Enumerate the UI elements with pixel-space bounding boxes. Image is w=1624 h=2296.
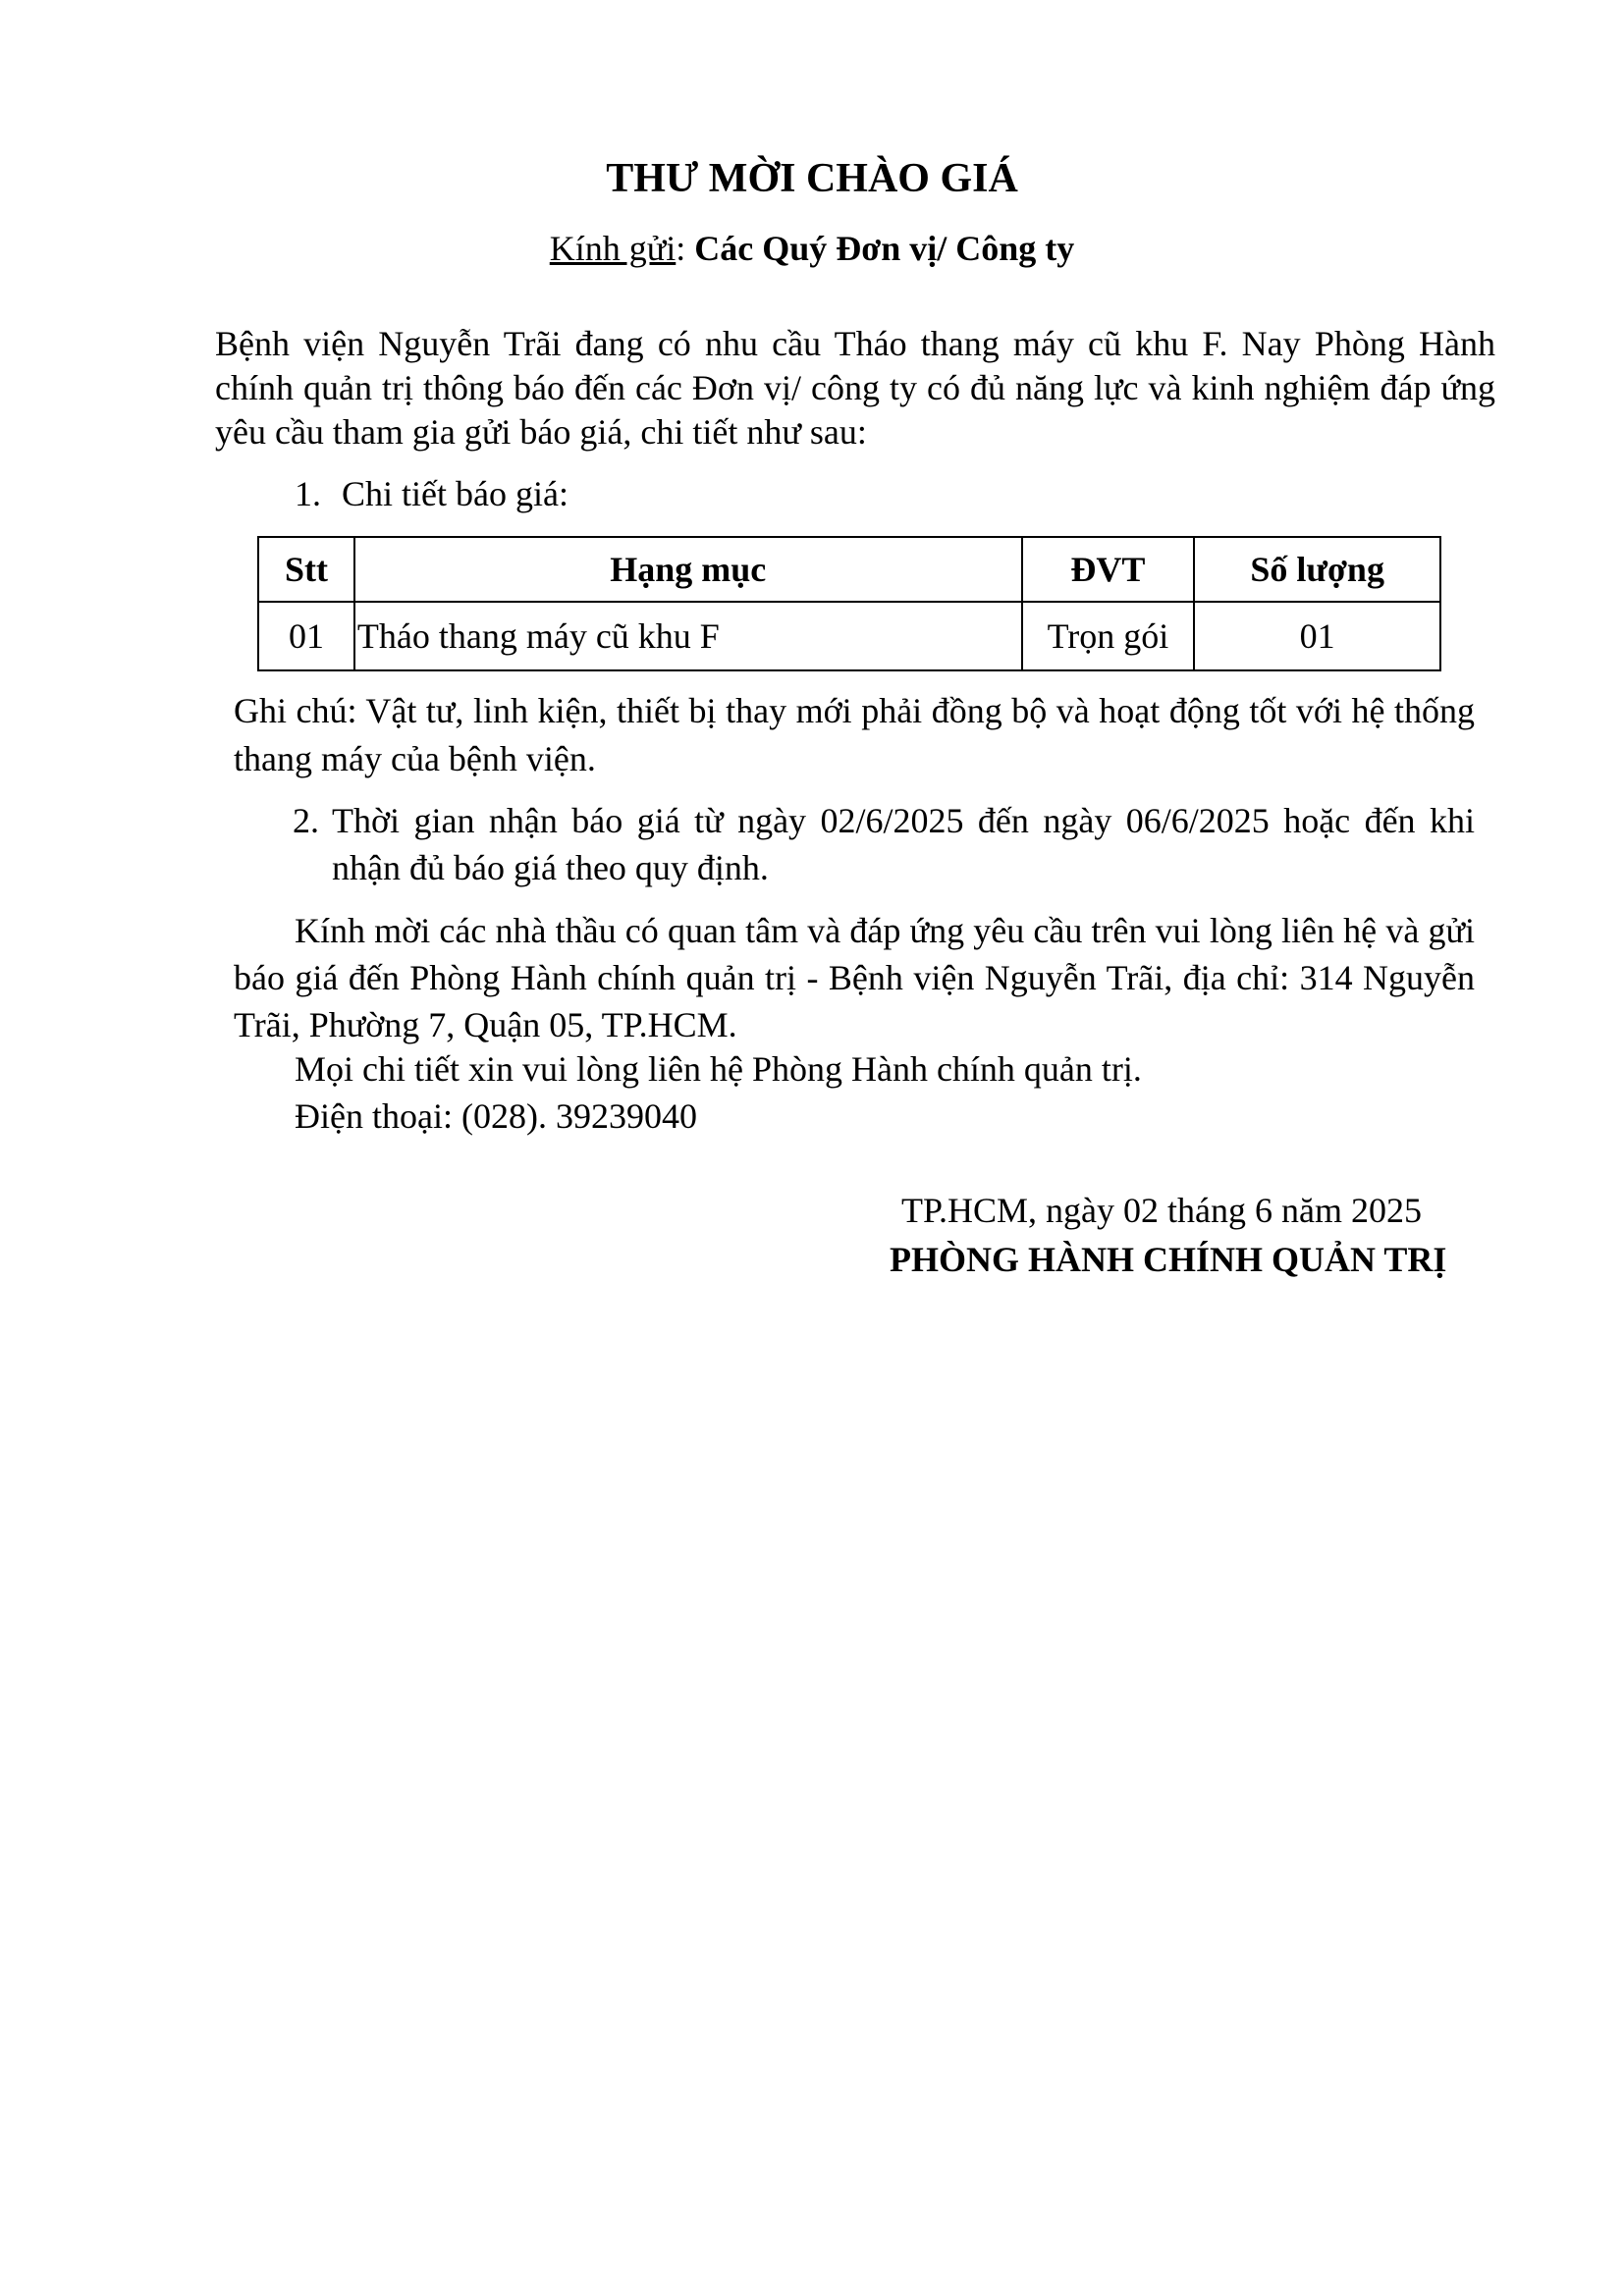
signature-place-date: TP.HCM, ngày 02 tháng 6 năm 2025 [901,1191,1422,1230]
greeting-sep: : [676,229,695,268]
header-unit: ĐVT [1022,537,1195,602]
invitation-paragraph: Kính mời các nhà thầu có quan tâm và đáp ứng yêu cầu trên vui lòng liên hệ và gửi báo giá đến Phòng Hành chính quản trị - Bệnh viện Nguyễn Trãi, địa chỉ: 314 Nguyễn Trãi, Phường 7, Quận 05, TP.HCM. [234,911,1475,1044]
note-paragraph: Ghi chú: Vật tư, linh kiện, thiết bị thay mới phải đồng bộ và hoạt động tốt với hệ thống thang máy của bệnh viện. [234,691,1475,778]
quote-table [257,536,1441,671]
cell-stt: 01 [258,602,354,670]
table-header-row [258,537,1440,602]
header-item: Hạng mục [354,537,1022,602]
phone-line: Điện thoại: (028). 39239040 [295,1096,697,1136]
item-2-text: Thời gian nhận báo giá từ ngày 02/6/2025 đến ngày 06/6/2025 hoặc đến khi nhận đủ báo giá theo quy định. [332,801,1475,887]
item-2-number: 2. [293,801,319,840]
greeting-label: Kính gửi [549,229,677,268]
cell-item: Tháo thang máy cũ khu F [354,602,1022,670]
item-1-text: Chi tiết báo giá: [342,474,568,513]
greeting-recipient: Các Quý Đơn vị/ Công ty [694,229,1075,268]
header-stt: Stt [258,537,354,602]
document-title: THƯ MỜI CHÀO GIÁ [606,156,1018,201]
contact-line: Mọi chi tiết xin vui lòng liên hệ Phòng Hành chính quản trị. [295,1049,1142,1089]
header-quantity: Số lượng [1194,537,1440,602]
intro-paragraph: Bệnh viện Nguyễn Trãi đang có nhu cầu Tháo thang máy cũ khu F. Nay Phòng Hành chính quản trị thông báo đến các Đơn vị/ công ty có đủ năng lực và kinh nghiệm đáp ứng yêu cầu tham gia gửi báo giá, chi tiết như sau: [215,324,1495,452]
item-1 [295,473,568,514]
cell-quantity: 01 [1194,602,1440,670]
table-row [258,602,1440,670]
signature-department: PHÒNG HÀNH CHÍNH QUẢN TRỊ [890,1240,1447,1279]
cell-unit: Trọn gói [1022,602,1195,670]
item-1-number: 1. [295,474,321,513]
greeting [0,228,1624,269]
item-2 [293,797,1475,891]
